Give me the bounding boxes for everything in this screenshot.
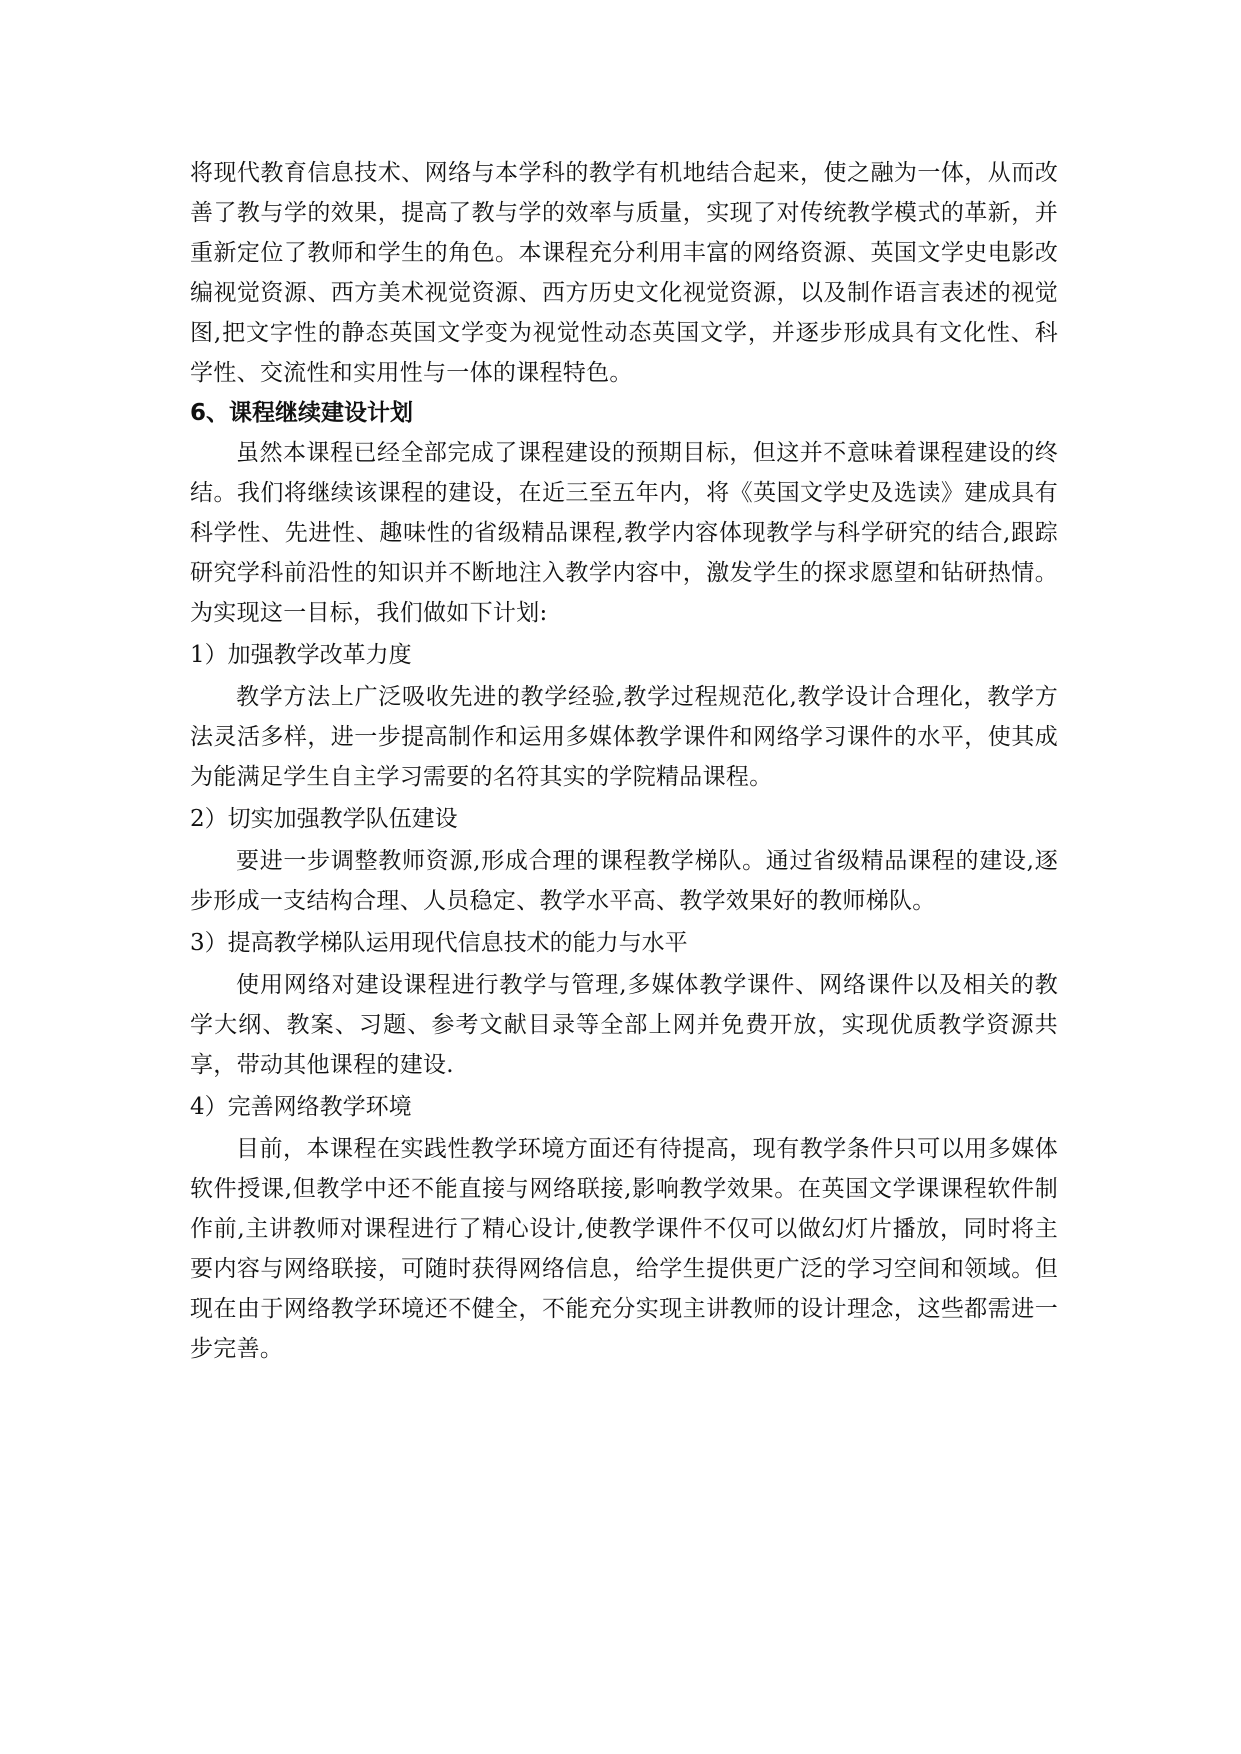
plan-item-4	[190, 1087, 1058, 1369]
plan-item-3	[190, 923, 1058, 1085]
plan-heading-4: 4）完善网络教学环境	[190, 1094, 412, 1120]
plan-heading-2: 2）切实加强教学队伍建设	[190, 806, 458, 832]
plan-body-4: 目前，本课程在实践性教学环境方面还有待提高，现有教学条件只可以用多媒体软件授课,但教学中还不能直接与网络联接,影响教学效果。在英国文学课课程软件制作前,主讲教师对课程进行了精心设计,使教学课件不仅可以做幻灯片播放，同时将主要内容与网络联接，可随时获得网络信息，给学生提供更广泛的学习空间和领域。但现在由于网络教学环境还不健全，不能充分实现主讲教师的设计理念，这些都需进一步完善。	[190, 1136, 1058, 1362]
plan-heading-3: 3）提高教学梯队运用现代信息技术的能力与水平	[190, 930, 688, 956]
plan-heading-1: 1）加强教学改革力度	[190, 642, 412, 668]
section-heading: 6、课程继续建设计划	[190, 400, 414, 426]
plan-body-1: 教学方法上广泛吸收先进的教学经验,教学过程规范化,教学设计合理化，教学方法灵活多样，进一步提高制作和运用多媒体教学课件和网络学习课件的水平，使其成为能满足学生自主学习需要的名符其实的学院精品课程。	[190, 684, 1058, 790]
plan-body-3: 使用网络对建设课程进行教学与管理,多媒体教学课件、网络课件以及相关的教学大纲、教案、习题、参考文献目录等全部上网并免费开放，实现优质教学资源共享，带动其他课程的建设.	[190, 972, 1058, 1078]
intro-paragraph: 将现代教育信息技术、网络与本学科的教学有机地结合起来，使之融为一体，从而改善了教与学的效果，提高了教与学的效率与质量，实现了对传统教学模式的革新，并重新定位了教师和学生的角色。本课程充分利用丰富的网络资源、英国文学史电影改编视觉资源、西方美术视觉资源、西方历史文化视觉资源，以及制作语言表述的视觉图,把文字性的静态英国文学变为视觉性动态英国文学，并逐步形成具有文化性、科学性、交流性和实用性与一体的课程特色。	[190, 160, 1058, 386]
plan-body-2: 要进一步调整教师资源,形成合理的课程教学梯队。通过省级精品课程的建设,逐步形成一支结构合理、人员稳定、教学水平高、教学效果好的教师梯队。	[190, 848, 1058, 914]
plan-item-2	[190, 799, 1058, 921]
document-body	[190, 153, 1058, 1369]
plan-item-1	[190, 635, 1058, 797]
section-intro-paragraph: 虽然本课程已经全部完成了课程建设的预期目标，但这并不意味着课程建设的终结。我们将继续该课程的建设，在近三至五年内，将《英国文学史及选读》建成具有科学性、先进性、趣味性的省级精品课程,教学内容体现教学与科学研究的结合,跟踪研究学科前沿性的知识并不断地注入教学内容中，激发学生的探求愿望和钻研热情。为实现这一目标，我们做如下计划:	[190, 440, 1058, 626]
